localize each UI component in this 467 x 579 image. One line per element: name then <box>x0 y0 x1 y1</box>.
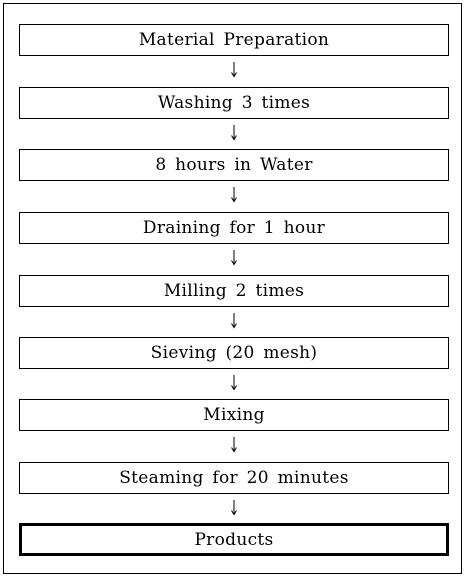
arrow-down-icon <box>229 125 239 141</box>
arrow-down-icon <box>229 187 239 203</box>
step-mixing: Mixing <box>19 399 449 431</box>
step-products: Products <box>19 523 449 556</box>
arrow-down-icon <box>229 437 239 453</box>
arrow-down-icon <box>229 250 239 266</box>
arrow-down-icon <box>229 500 239 516</box>
step-material-preparation: Material Preparation <box>19 24 449 56</box>
step-washing: Washing 3 times <box>19 87 449 119</box>
step-draining: Draining for 1 hour <box>19 212 449 244</box>
step-steaming: Steaming for 20 minutes <box>19 462 449 494</box>
step-soaking: 8 hours in Water <box>19 149 449 181</box>
arrow-down-icon <box>229 62 239 78</box>
step-milling: Milling 2 times <box>19 275 449 307</box>
arrow-down-icon <box>229 313 239 329</box>
arrow-down-icon <box>229 375 239 391</box>
step-sieving: Sieving (20 mesh) <box>19 337 449 369</box>
